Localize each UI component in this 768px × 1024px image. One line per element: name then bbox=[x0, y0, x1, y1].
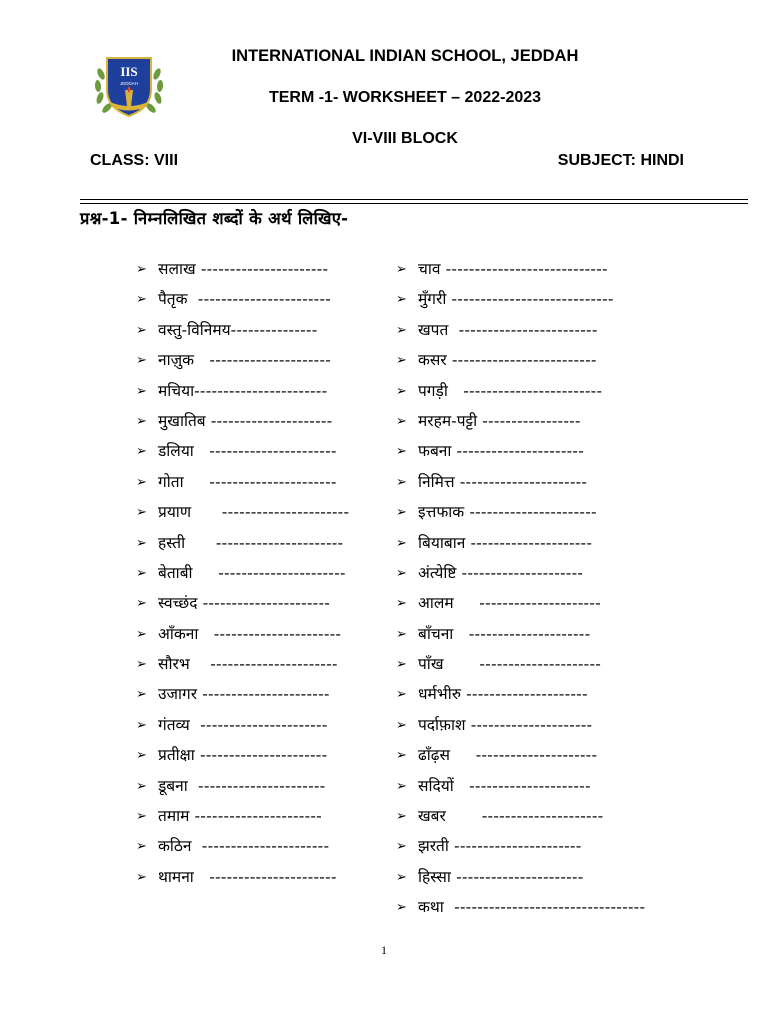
list-item bbox=[396, 345, 645, 375]
arrow-bullet-icon: ➢ bbox=[136, 292, 147, 308]
hindi-word: सदियों bbox=[418, 776, 454, 795]
answer-blank: --------------------- bbox=[449, 746, 598, 765]
list-item bbox=[136, 406, 349, 436]
list-item bbox=[396, 558, 645, 588]
hindi-word: खबर bbox=[418, 807, 446, 826]
school-name: INTERNATIONAL INDIAN SCHOOL, JEDDAH bbox=[231, 47, 579, 65]
class-label: CLASS: VIII bbox=[90, 152, 179, 169]
list-item bbox=[396, 588, 645, 618]
arrow-bullet-icon: ➢ bbox=[396, 778, 407, 794]
list-item bbox=[136, 315, 349, 345]
answer-blank: ---------------------- bbox=[192, 563, 346, 582]
hindi-word: इत्तफाक bbox=[418, 503, 465, 522]
hindi-word: आलम bbox=[418, 594, 454, 613]
arrow-bullet-icon: ➢ bbox=[136, 444, 147, 460]
hindi-word: मुँगरी bbox=[418, 290, 447, 309]
answer-blank: ----------------------- bbox=[194, 381, 328, 400]
answer-blank: --------------------- bbox=[460, 685, 588, 704]
list-item bbox=[136, 831, 349, 861]
hindi-word: स्वच्छंद bbox=[158, 594, 198, 613]
arrow-bullet-icon: ➢ bbox=[136, 839, 147, 855]
answer-blank: ---------------------------- bbox=[440, 260, 608, 278]
arrow-bullet-icon: ➢ bbox=[396, 413, 407, 429]
hindi-word: तमाम bbox=[158, 807, 190, 826]
answer-blank: ---------------------- bbox=[451, 442, 584, 461]
list-item bbox=[136, 345, 349, 375]
arrow-bullet-icon: ➢ bbox=[396, 687, 407, 703]
answer-blank: --------------------- bbox=[205, 411, 333, 430]
arrow-bullet-icon: ➢ bbox=[396, 292, 407, 308]
arrow-bullet-icon: ➢ bbox=[136, 505, 147, 521]
arrow-bullet-icon: ➢ bbox=[396, 353, 407, 369]
answer-blank: --------------------- bbox=[453, 624, 591, 643]
header-divider-top bbox=[80, 199, 748, 200]
arrow-bullet-icon: ➢ bbox=[396, 809, 407, 825]
hindi-word: पगड़ी bbox=[418, 381, 448, 400]
answer-blank: --------------------- bbox=[465, 533, 593, 552]
hindi-word: झरती bbox=[418, 837, 449, 856]
hindi-word: पाँख bbox=[418, 655, 444, 674]
hindi-word: सलाख bbox=[158, 260, 196, 278]
logo-subtext: JEDDAH bbox=[119, 81, 139, 86]
arrow-bullet-icon: ➢ bbox=[396, 839, 407, 855]
hindi-word: कसर bbox=[418, 351, 447, 370]
answer-blank: ---------------------- bbox=[183, 472, 337, 491]
list-item bbox=[136, 254, 349, 284]
arrow-bullet-icon: ➢ bbox=[396, 262, 407, 277]
arrow-bullet-icon: ➢ bbox=[396, 657, 407, 673]
answer-blank: ---------------------- bbox=[185, 533, 344, 552]
list-item bbox=[136, 497, 349, 527]
arrow-bullet-icon: ➢ bbox=[136, 565, 147, 581]
arrow-bullet-icon: ➢ bbox=[396, 869, 407, 885]
arrow-bullet-icon: ➢ bbox=[136, 687, 147, 703]
hindi-word: मुखातिब bbox=[158, 411, 206, 430]
answer-blank: ---------------------- bbox=[189, 807, 322, 826]
list-item bbox=[396, 740, 645, 770]
list-item bbox=[396, 862, 645, 892]
header-divider-bottom bbox=[80, 203, 748, 204]
list-item bbox=[136, 619, 349, 649]
list-item bbox=[396, 436, 645, 466]
answer-blank: ---------------------------- bbox=[446, 290, 614, 309]
arrow-bullet-icon: ➢ bbox=[136, 778, 147, 794]
answer-blank: ---------------------- bbox=[454, 472, 588, 491]
answer-blank: ------------------------- bbox=[446, 351, 597, 370]
hindi-word: आँकना bbox=[158, 624, 199, 643]
hindi-word: उजागर bbox=[158, 685, 198, 704]
list-item bbox=[396, 619, 645, 649]
arrow-bullet-icon: ➢ bbox=[396, 383, 407, 399]
list-item bbox=[396, 710, 645, 740]
arrow-bullet-icon: ➢ bbox=[396, 535, 407, 551]
arrow-bullet-icon: ➢ bbox=[136, 809, 147, 825]
answer-blank: --------------------- bbox=[194, 351, 332, 370]
hindi-word: बेताबी bbox=[158, 563, 193, 582]
hindi-word: गोता bbox=[158, 472, 184, 491]
arrow-bullet-icon: ➢ bbox=[396, 474, 407, 490]
answer-blank: ---------------------- bbox=[198, 624, 342, 643]
answer-blank: ------------------------ bbox=[447, 381, 603, 400]
hindi-word: डूबना bbox=[158, 776, 188, 795]
hindi-word: हस्ती bbox=[158, 533, 186, 552]
arrow-bullet-icon: ➢ bbox=[136, 413, 147, 429]
list-item bbox=[396, 649, 645, 679]
list-item bbox=[396, 254, 645, 284]
subject-label: SUBJECT: HINDI bbox=[557, 152, 684, 169]
list-item bbox=[396, 528, 645, 558]
list-item bbox=[136, 771, 349, 801]
arrow-bullet-icon: ➢ bbox=[136, 353, 147, 369]
list-item bbox=[136, 649, 349, 679]
arrow-bullet-icon: ➢ bbox=[136, 383, 147, 399]
list-item bbox=[136, 588, 349, 618]
list-item bbox=[136, 528, 349, 558]
answer-blank: --------------- bbox=[230, 320, 318, 339]
answer-blank: ---------------------- bbox=[189, 715, 328, 734]
list-item bbox=[396, 497, 645, 527]
answer-blank: ---------------------- bbox=[464, 503, 597, 522]
hindi-word: कठिन bbox=[158, 837, 192, 856]
list-item bbox=[136, 710, 349, 740]
answer-blank: ---------------------- bbox=[450, 867, 584, 886]
page-number: 1 bbox=[381, 943, 387, 957]
arrow-bullet-icon: ➢ bbox=[396, 505, 407, 521]
answer-blank: --------------------------------- bbox=[443, 898, 646, 917]
hindi-word: बाँचना bbox=[418, 624, 454, 643]
list-item bbox=[396, 315, 645, 345]
arrow-bullet-icon: ➢ bbox=[396, 444, 407, 460]
hindi-word: हिस्सा bbox=[418, 867, 451, 886]
list-item bbox=[396, 284, 645, 314]
answer-blank: ----------------- bbox=[477, 411, 581, 430]
list-item bbox=[136, 558, 349, 588]
answer-blank: --------------------- bbox=[453, 594, 601, 613]
list-item bbox=[136, 436, 349, 466]
list-item bbox=[396, 831, 645, 861]
answer-blank: --------------------- bbox=[453, 776, 591, 795]
hindi-word: बियाबान bbox=[418, 533, 466, 552]
hindi-word: गंतव्य bbox=[158, 715, 190, 734]
hindi-word: अंत्येष्टि bbox=[418, 563, 457, 582]
list-item bbox=[136, 467, 349, 497]
arrow-bullet-icon: ➢ bbox=[136, 626, 147, 642]
hindi-word: पर्दाफ़ाश bbox=[418, 715, 466, 734]
answer-blank: ---------------------- bbox=[193, 867, 337, 886]
word-list-left bbox=[136, 254, 349, 892]
hindi-word: थामना bbox=[158, 867, 194, 886]
hindi-word: वस्तु-विनिमय bbox=[158, 320, 231, 339]
hindi-word: निमित्त bbox=[418, 472, 455, 491]
block-name: VI-VIII BLOCK bbox=[352, 130, 458, 147]
arrow-bullet-icon: ➢ bbox=[136, 657, 147, 673]
arrow-bullet-icon: ➢ bbox=[136, 322, 147, 338]
answer-blank: ---------------------- bbox=[191, 837, 330, 856]
arrow-bullet-icon: ➢ bbox=[136, 869, 147, 885]
word-list-right bbox=[396, 254, 645, 923]
list-item bbox=[396, 467, 645, 497]
list-item bbox=[136, 679, 349, 709]
answer-blank: ------------------------ bbox=[448, 320, 598, 339]
arrow-bullet-icon: ➢ bbox=[136, 748, 147, 764]
answer-blank: --------------------- bbox=[465, 715, 593, 734]
answer-blank: --------------------- bbox=[456, 563, 584, 582]
hindi-word: प्रतीक्षा bbox=[158, 746, 195, 765]
arrow-bullet-icon: ➢ bbox=[136, 535, 147, 551]
hindi-word: धर्मभीरु bbox=[418, 685, 461, 704]
arrow-bullet-icon: ➢ bbox=[136, 474, 147, 490]
arrow-bullet-icon: ➢ bbox=[396, 900, 407, 916]
hindi-word: ढाँढ़स bbox=[418, 746, 450, 765]
hindi-word: प्रयाण bbox=[158, 503, 192, 522]
list-item bbox=[136, 284, 349, 314]
answer-blank: ---------------------- bbox=[191, 503, 350, 522]
arrow-bullet-icon: ➢ bbox=[396, 717, 407, 733]
answer-blank: ----------------------- bbox=[187, 290, 332, 309]
answer-blank: ---------------------- bbox=[448, 837, 582, 856]
list-item bbox=[136, 862, 349, 892]
list-item bbox=[136, 376, 349, 406]
hindi-word: नाज़ुक bbox=[158, 351, 195, 370]
list-item bbox=[136, 801, 349, 831]
list-item bbox=[396, 406, 645, 436]
arrow-bullet-icon: ➢ bbox=[136, 717, 147, 733]
question-heading: प्रश्न-1- निम्नलिखित शब्दों के अर्थ लिखिए- bbox=[80, 209, 349, 228]
list-item bbox=[396, 771, 645, 801]
logo-text: IIS bbox=[120, 64, 138, 79]
arrow-bullet-icon: ➢ bbox=[396, 565, 407, 581]
hindi-word: कथा bbox=[418, 898, 444, 917]
answer-blank: ---------------------- bbox=[197, 685, 330, 704]
arrow-bullet-icon: ➢ bbox=[396, 626, 407, 642]
answer-blank: --------------------- bbox=[443, 655, 602, 674]
answer-blank: ---------------------- bbox=[194, 746, 328, 765]
list-item bbox=[396, 892, 645, 922]
answer-blank: ---------------------- bbox=[193, 442, 337, 461]
hindi-word: फबना bbox=[418, 442, 452, 461]
list-item bbox=[396, 679, 645, 709]
answer-blank: ---------------------- bbox=[189, 655, 338, 674]
list-item bbox=[136, 740, 349, 770]
answer-blank: ---------------------- bbox=[197, 594, 331, 613]
arrow-bullet-icon: ➢ bbox=[136, 262, 147, 277]
hindi-word: सौरभ bbox=[158, 655, 190, 674]
hindi-word: मचिया bbox=[158, 381, 195, 400]
hindi-word: चाव bbox=[418, 260, 441, 278]
hindi-word: खपत bbox=[418, 320, 449, 339]
list-item bbox=[396, 376, 645, 406]
arrow-bullet-icon: ➢ bbox=[396, 748, 407, 764]
answer-blank: --------------------- bbox=[445, 807, 604, 826]
arrow-bullet-icon: ➢ bbox=[396, 322, 407, 338]
answer-blank: ---------------------- bbox=[195, 260, 329, 278]
arrow-bullet-icon: ➢ bbox=[396, 596, 407, 612]
worksheet-term: TERM -1- WORKSHEET – 2022-2023 bbox=[268, 89, 542, 106]
hindi-word: मरहम-पट्टी bbox=[418, 411, 478, 430]
answer-blank: ---------------------- bbox=[187, 776, 326, 795]
arrow-bullet-icon: ➢ bbox=[136, 596, 147, 612]
list-item bbox=[396, 801, 645, 831]
hindi-word: पैतृक bbox=[158, 290, 188, 309]
hindi-word: डलिया bbox=[158, 442, 194, 461]
